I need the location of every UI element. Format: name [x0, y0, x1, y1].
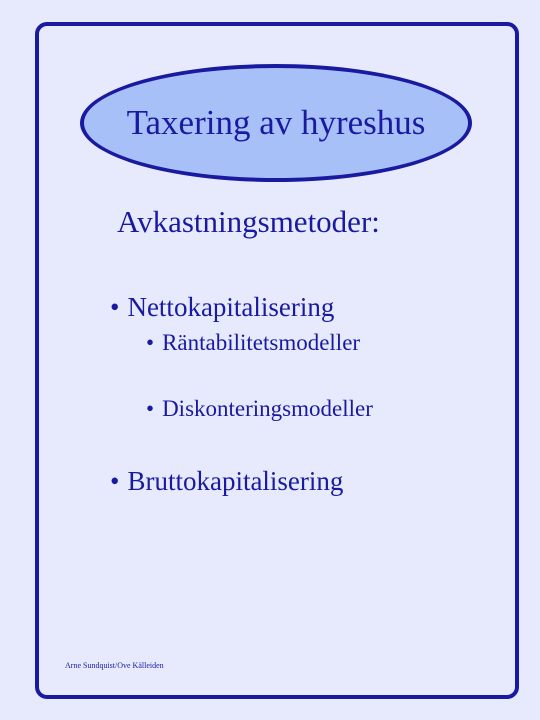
bullet-marker: •: [110, 466, 120, 496]
bullet-item: [110, 292, 334, 323]
sub-bullet-item: [146, 330, 360, 356]
bullet-item: [110, 466, 343, 497]
bullet-text: Räntabilitetsmodeller: [162, 330, 361, 355]
title-oval: [80, 64, 472, 182]
bullet-marker: •: [110, 292, 120, 322]
bullet-marker: •: [146, 396, 155, 421]
bullet-marker: •: [146, 330, 155, 355]
slide-subtitle: Avkastningsmetoder:: [117, 204, 380, 239]
footer-author: Arne Sundquist/Ove Källeiden: [65, 661, 164, 670]
bullet-text: Diskonteringsmodeller: [162, 396, 373, 421]
slide-title: Taxering av hyreshus: [126, 103, 426, 142]
sub-bullet-item: [146, 396, 373, 422]
bullet-text: Bruttokapitalisering: [127, 466, 344, 496]
bullet-text: Nettokapitalisering: [127, 292, 335, 322]
